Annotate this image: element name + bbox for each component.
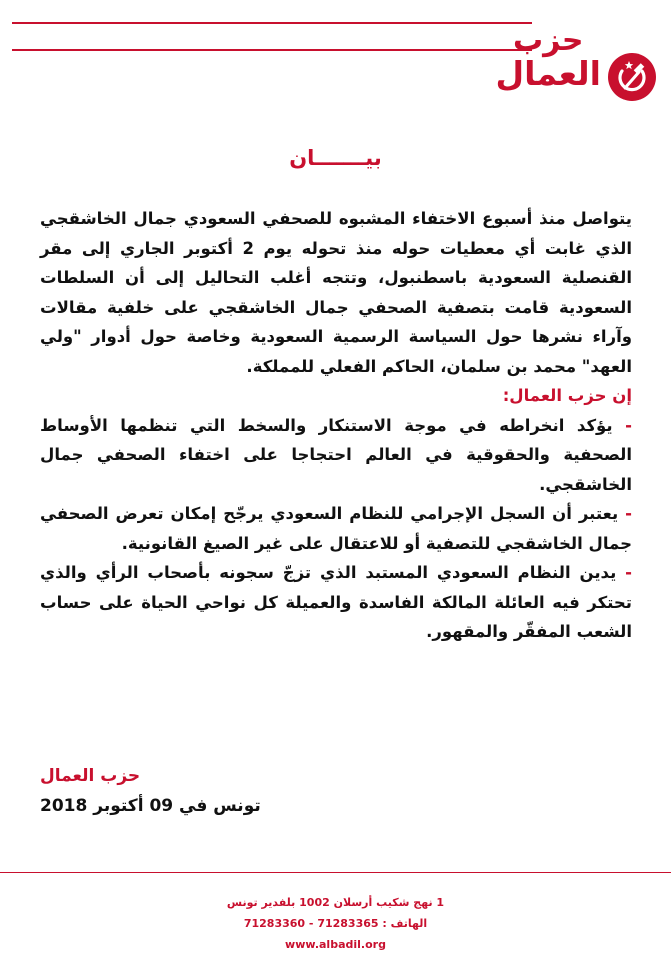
logo-line-2: العمال — [495, 53, 601, 93]
header-rule-bottom — [12, 49, 532, 51]
item-dash: - — [625, 563, 632, 582]
list-item — [40, 558, 632, 647]
footer-phone-numbers: 71283365 - 71283360 — [243, 917, 379, 930]
statement-title: بيـــــــان — [289, 146, 382, 170]
footer-rule — [0, 872, 671, 873]
signature-block — [40, 766, 261, 816]
header-rule-top — [12, 22, 532, 24]
section-heading: إن حزب العمال: — [502, 386, 632, 405]
item-text: يدين النظام السعودي المستبد الذي تزجّ سجونه بأصحاب الرأي والذي تحتكر فيه العائلة المالكة الفاسدة والعميلة كل نواحي الحياة على حساب الشعب المفقّر والمقهور. — [40, 563, 632, 641]
logo-wordmark — [495, 23, 601, 93]
signature-party: حزب العمال — [40, 766, 141, 786]
footer-phone-label: الهاتف : — [382, 917, 428, 930]
logo-line-1: حزب — [513, 23, 584, 58]
footer-address: 1 نهج شكيب أرسلان 1002 بلفدير تونس — [226, 896, 445, 909]
signature-date: تونس في 09 أكتوبر 2018 — [40, 796, 261, 816]
item-dash: - — [625, 504, 632, 523]
footer-phone — [200, 913, 471, 934]
item-text: يؤكد انخراطه في موجة الاستنكار والسخط التي تنظمها الأوساط الصحفية والحقوقية في العالم احتجاجا على اختفاء الصحفي جمال الخاشقجي. — [40, 415, 632, 494]
list-item — [40, 411, 632, 500]
list-item — [40, 499, 632, 558]
footer — [200, 892, 471, 955]
intro-paragraph: يتواصل منذ أسبوع الاختفاء المشبوه للصحفي السعودي جمال الخاشقجي الذي غابت أي معطيات حوله منذ تحوله يوم 2 أكتوبر الجاري إلى مقر القنصلية السعودية باسطنبول، وتتجه أغلب التحاليل إلى أن السلطات السعودية قامت بتصفية الصحفي جمال الخاشقجي على خلفية مقالات وآراء نشرها حول السياسة الرسمية السعودية وخاصة حول أدوار "ولي العهد" محمد بن سلمان، الحاكم الفعلي للمملكة. — [40, 209, 632, 376]
hammer-sickle-icon — [607, 52, 657, 102]
statement-body — [40, 204, 632, 647]
footer-website: www.albadil.org — [285, 938, 386, 951]
party-logo — [495, 14, 657, 119]
item-text: يعتبر أن السجل الإجرامي للنظام السعودي يرجّح إمكان تعرض الصحفي جمال الخاشقجي للتصفية أو للاعتقال على غير الصيغ القانونية. — [40, 504, 632, 553]
item-dash: - — [625, 415, 632, 435]
